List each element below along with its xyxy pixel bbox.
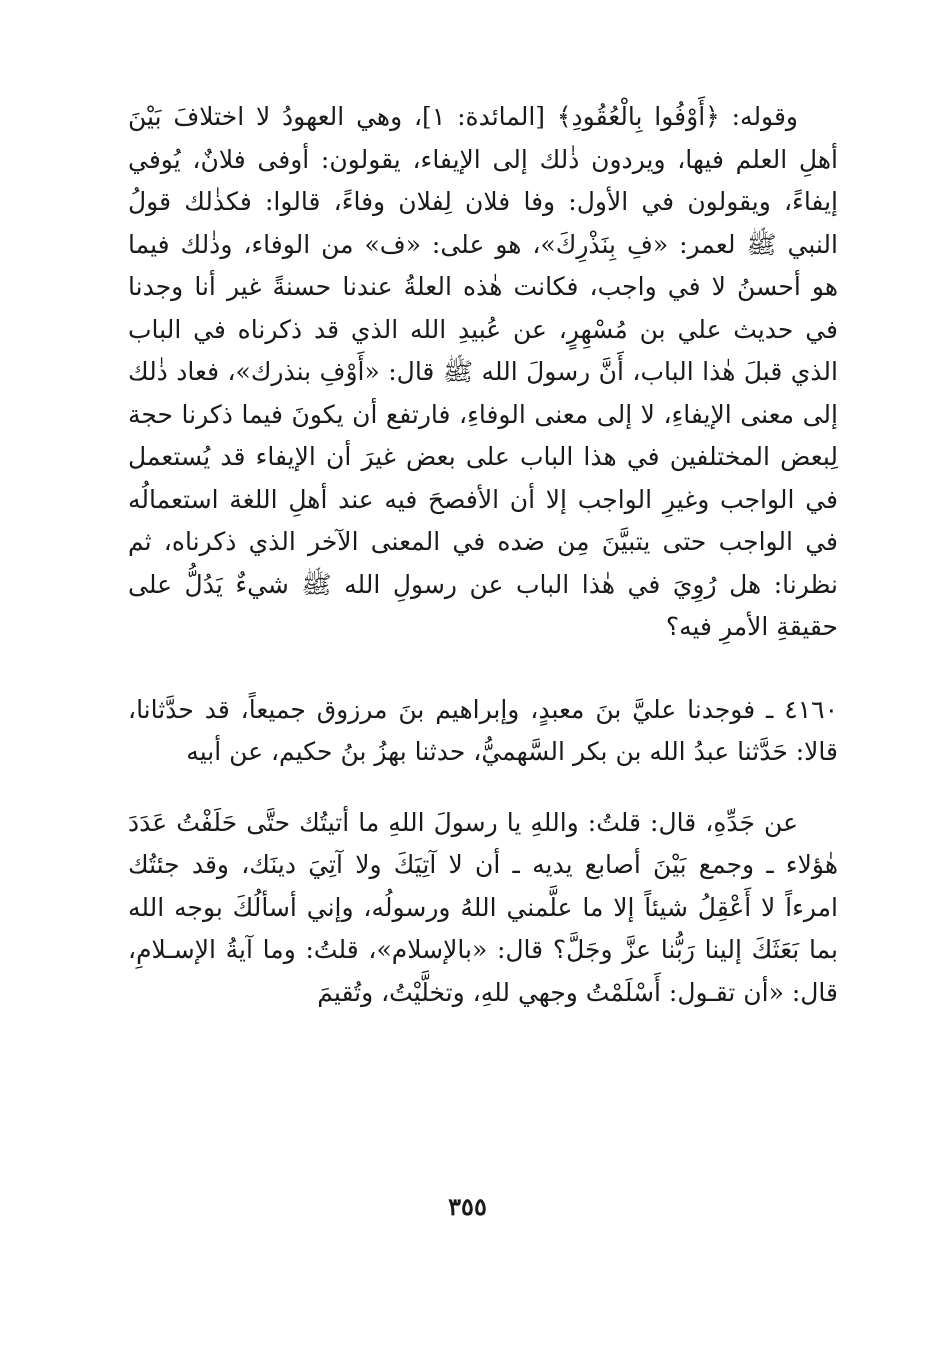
page-number: ٣٥٥ [448, 1192, 487, 1221]
hadith-text-paragraph: عن جَدِّهِ، قال: قلتُ: واللهِ يا رسولَ اللهِ ما أتيتُك حتَّى حَلَفْتُ عَدَدَ هٰؤلاء ـ وجمع بَيْنَ أصابع يديه ـ أن لا آتِيَكَ ولا آتِيَ دينَك، وقد جئتُك امرءاً لا أَعْقِلُ شيئاً إلا ما علَّمني اللهُ ورسولُه، وإني أسألُكَ بوجه الله بما بَعَثَكَ إلينا رَبُّنا عزَّ وجَلَّ؟ قال: «بالإسلام»، قلتُ: وما آيةُ الإسـلامِ، قال: «أن تقـول: أَسْلَمْتُ وجهي للهِ، وتخلَّيْتُ، وتُقيمَ [128, 807, 838, 1007]
commentary-paragraph: وقوله: ﴿أَوْفُوا بِالْعُقُودِ﴾ [المائدة: ١]، وهي العهودُ لا اختلافَ بَيْنَ أهلِ العلم فيها، ويردون ذٰلك إلى الإيفاء، يقولون: أوفى فلانٌ، يُوفي إيفاءً، ويقولون في الأول: وفا فلان لِفلان وفاءً، قالوا: فكذٰلك قولُ النبي ﷺ لعمر: «فِ بِنَذْرِكَ»، هو على: «ف» من الوفاء، وذٰلك فيما هو أحسنُ لا في واجب، فكانت هٰذه العلةُ عندنا حسنةً غير أنا وجدنا في حديث علي بن مُسْهِرٍ، عن عُبيدِ الله الذي قد ذكرناه في الباب الذي قبلَ هٰذا الباب، أَنَّ رسولَ الله ﷺ قال: «أَوْفِ بنذرك»، فعاد ذٰلك إلى معنى الإيفاءِ، لا إلى معنى الوفاءِ، فارتفع أن يكونَ فيما ذكرنا حجة لِبعض المختلفين في هذا الباب على بعض غيرَ أن الإيفاء قد يُستعمل في الواجب وغيرِ الواجب إلا أن الأفصحَ فيه عند أهلِ اللغة استعمالُه في الواجب حتى يتبيَّنَ مِن ضده في المعنى الآخر الذي ذكرناه، ثم نظرنا: هل رُوِيَ في هٰذا الباب عن رسولِ الله ﷺ شيءٌ يَدُلُّ على حقيقةِ الأمرِ فيه؟ [128, 102, 838, 641]
hadith-chain-paragraph: ٤١٦٠ ـ فوجدنا عليَّ بنَ معبدٍ، وإبراهيم بنَ مرزوق جميعاً، قد حدَّثانا، قالا: حَدَّثنا عبدُ الله بن بكر السَّهميُّ، حدثنا بهزُ بنُ حكيم، عن أبيه [128, 694, 838, 766]
page-body [128, 96, 838, 1014]
